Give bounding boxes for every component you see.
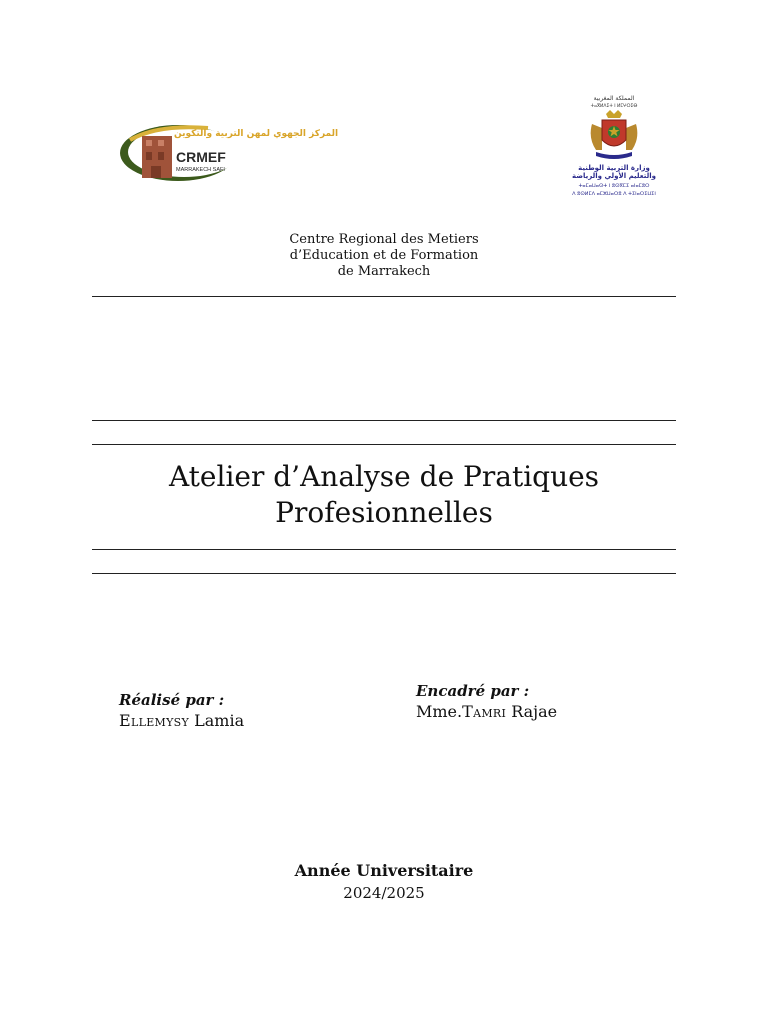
academic-year-label: Année Universitaire — [294, 861, 474, 880]
document-title — [92, 459, 676, 531]
supervisor-surname: Tamri — [462, 702, 507, 721]
title-bottom-rule-inner — [92, 549, 676, 550]
ministry-arabic-line-1: وزارة التربية الوطنية — [578, 164, 650, 172]
institution-line-3: de Marrakech — [337, 264, 431, 279]
author-given-name: Lamia — [194, 711, 245, 730]
ministry-tifinagh-line-2: ⴷ ⵓⵙⵍⵎⴷ ⴰⵎⵣⵡⴰⵔⵓ ⴷ ⵜⵉⵏⴰⵔⵉⵡⵉⵏ — [572, 191, 656, 197]
ministry-logo — [562, 94, 666, 198]
supervisor-name — [416, 701, 676, 723]
crmef-region-text: MARRAKECH SAFI — [176, 167, 225, 173]
title-bottom-rule-outer — [92, 573, 676, 574]
title-line-2: Profesionnelles — [275, 496, 493, 529]
academic-year-value: 2024/2025 — [343, 884, 425, 902]
author-name — [119, 710, 379, 732]
header-divider — [92, 296, 676, 297]
crmef-logo — [118, 122, 339, 184]
ministry-tifinagh-line-1: ⵜⴰⵎⴰⵡⴰⵙⵜ ⵏ ⵓⵙⴳⵎⵉ ⴰⵏⴰⵎⵓⵔ — [578, 183, 650, 189]
supervisor-block — [416, 681, 676, 723]
crmef-arabic-text: المركز الجهوي لمهن التربية والتكوين — [174, 129, 339, 139]
encadre-par-label: Encadré par : — [416, 682, 530, 700]
institution-name — [234, 232, 534, 280]
realise-par-label: Réalisé par : — [119, 691, 225, 709]
supervisor-prefix: Mme. — [416, 702, 463, 721]
institution-line-2: d’Education et de Formation — [289, 248, 479, 263]
crmef-logo-icon — [118, 122, 339, 184]
title-top-rule-inner — [92, 444, 676, 445]
title-top-rule-outer — [92, 420, 676, 421]
coat-of-arms-icon — [562, 94, 666, 198]
ministry-arabic-line-2: والتعليم الأولي والرياضة — [572, 172, 656, 180]
author-surname: Ellemysy — [119, 711, 190, 730]
kingdom-tifinagh-text: ⵜⴰⴳⵍⴷⵉⵜ ⵏ ⵍⵎⵖⵔⵉⴱ — [590, 104, 638, 109]
supervisor-given-name: Rajae — [511, 702, 558, 721]
crmef-brand-text: CRMEF — [176, 149, 226, 165]
author-block — [119, 690, 379, 732]
title-line-1: Atelier d’Analyse de Pratiques — [168, 460, 600, 493]
kingdom-arabic-text: المملكة المغربية — [593, 95, 635, 102]
academic-year-block — [234, 860, 534, 904]
institution-line-1: Centre Regional des Metiers — [289, 232, 479, 247]
